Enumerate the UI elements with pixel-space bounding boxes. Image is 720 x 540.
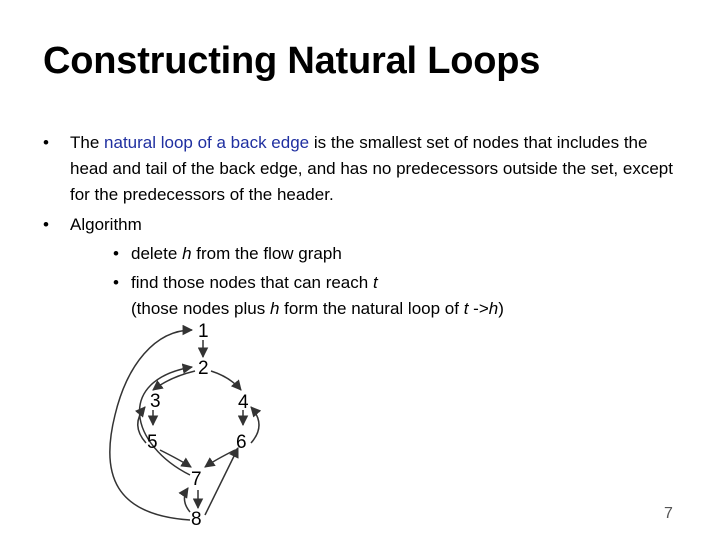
sub-bullet-find: [43, 270, 683, 296]
var-t: t: [463, 299, 469, 318]
node-1: 1: [198, 321, 209, 342]
var-t: t: [372, 273, 378, 292]
node-5: 5: [147, 432, 158, 453]
bullet-marker: •: [43, 133, 49, 152]
bullet-algorithm: [43, 212, 683, 238]
edge-2-3: [153, 371, 195, 390]
b1-prefix: The: [70, 133, 100, 152]
flow-graph-diagram: [95, 315, 285, 530]
sub2-pre: find those nodes that can reach: [131, 273, 369, 292]
edge-7-2: [140, 367, 192, 475]
sub-bullet-delete: [43, 241, 683, 267]
algorithm-label: Algorithm: [70, 215, 142, 234]
slide-number: 7: [664, 505, 673, 522]
paren-1: (those nodes plus: [131, 299, 266, 318]
paren-arrow: ->: [473, 299, 489, 318]
var-h: h: [269, 299, 280, 318]
sub-bullet-marker: •: [113, 273, 119, 292]
b1-highlight: natural loop of a back edge: [104, 133, 310, 152]
slide-content: [43, 130, 683, 322]
slide-title: Constructing Natural Loops: [43, 40, 541, 82]
edge-6-4: [251, 407, 259, 443]
node-8: 8: [191, 509, 202, 530]
node-2: 2: [198, 358, 209, 379]
var-h: h: [488, 299, 499, 318]
sub-bullet-marker: •: [113, 244, 119, 263]
edge-8-7: [184, 488, 190, 512]
edge-8-1: [110, 330, 192, 520]
b1-rest: is the smallest set of nodes that includes the head and tail of the back edge, and has no predecessors outside the set, except for the predecessors of the header.: [70, 133, 673, 204]
edge-2-4: [211, 371, 241, 390]
paren-close: ): [498, 299, 504, 318]
node-6: 6: [236, 432, 247, 453]
edge-8-6: [205, 448, 238, 515]
node-4: 4: [238, 392, 249, 413]
var-h: h: [182, 244, 192, 263]
node-3: 3: [150, 391, 161, 412]
bullet-natural-loop: [43, 130, 683, 208]
node-7: 7: [191, 469, 202, 490]
sub1-post: from the flow graph: [196, 244, 342, 263]
sub1-pre: delete: [131, 244, 178, 263]
paren-2: form the natural loop of: [284, 299, 459, 318]
bullet-marker: •: [43, 215, 49, 234]
graph-edges: [110, 330, 259, 520]
